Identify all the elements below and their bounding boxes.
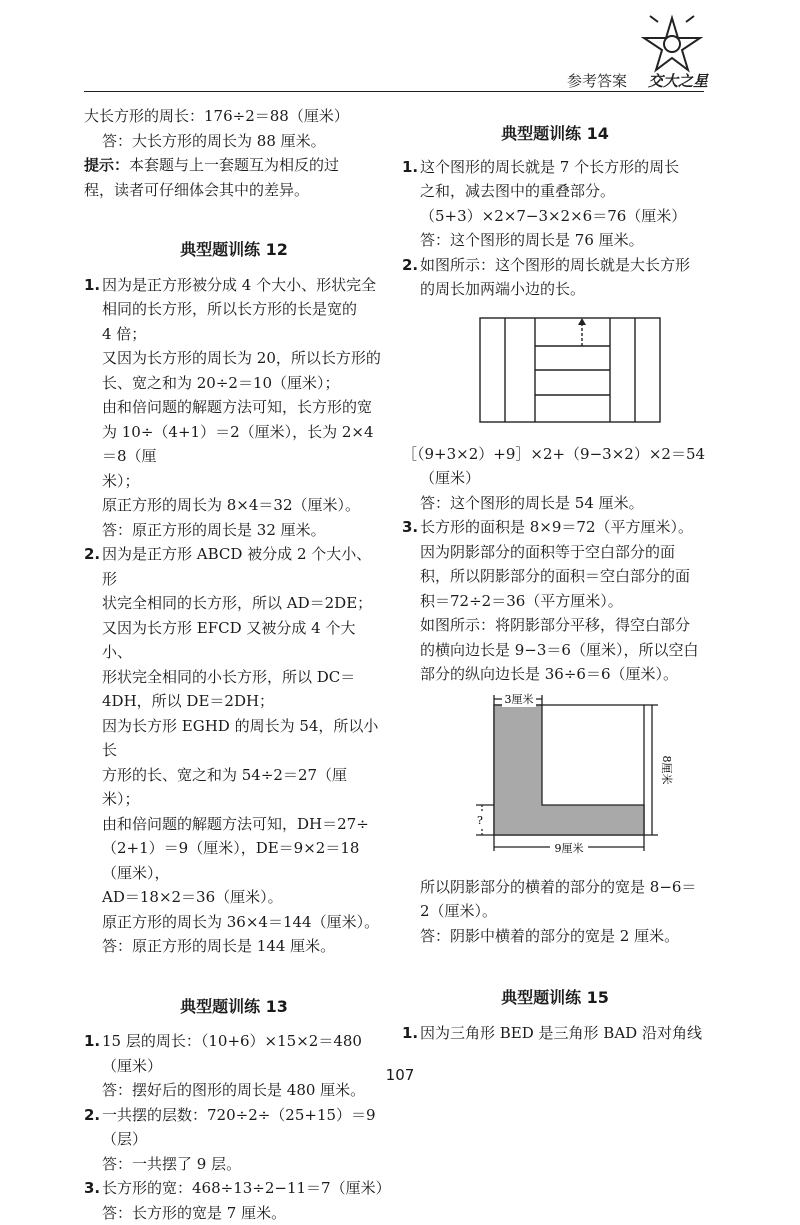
s15-item-1 (402, 1021, 708, 1046)
intro-answer: 答：大长方形的周长为 88 厘米。 (84, 129, 384, 154)
text-line: 原正方形的周长为 36×4＝144（厘米）。 (102, 910, 384, 935)
item-number: 2. (84, 1103, 100, 1128)
text-line: 因为是正方形被分成 4 个大小、形状完全 (102, 273, 384, 298)
text-line: 因为是正方形 ABCD 被分成 2 个大小、形 (102, 542, 384, 591)
text-line: 长方形的面积是 8×9＝72（平方厘米）。 (420, 515, 708, 540)
item-number: 3. (402, 515, 418, 540)
left-column (84, 104, 384, 1225)
text-line: 因为阴影部分的面积等于空白部分的面 (420, 540, 708, 565)
text-line: 15 层的周长：（10+6）×15×2＝480（厘米） (102, 1029, 384, 1078)
text-line: 如图所示：将阴影部分平移，得空白部分 (420, 613, 708, 638)
text-line: 长、宽之和为 20÷2＝10（厘米）； (102, 371, 384, 396)
page-number: 107 (0, 1066, 800, 1084)
right-column (402, 122, 708, 1045)
text-line: 部分的纵向边长是 36÷6＝6（厘米）。 (420, 662, 708, 687)
text-line: 相同的长方形，所以长方形的长是宽的 (102, 297, 384, 322)
text-line: 又因为长方形 EFCD 又被分成 4 个大小、 (102, 616, 384, 665)
text-line: 答：原正方形的周长是 32 厘米。 (102, 518, 384, 543)
text-line: 原正方形的周长为 8×4＝32（厘米）。 (102, 493, 384, 518)
text-line: 为 10÷（4+1）＝2（厘米），长为 2×4＝8（厘 (102, 420, 384, 469)
s14-item-1 (402, 155, 708, 253)
text-line: （厘米） (402, 466, 708, 491)
text-line: 因为三角形 BED 是三角形 BAD 沿对角线 (420, 1021, 708, 1046)
text-line: 因为长方形 EGHD 的周长为 54，所以小长 (102, 714, 384, 763)
text-line: 方形的长、宽之和为 54÷2＝27（厘米）； (102, 763, 384, 812)
text-line: AD＝18×2＝36（厘米）。 (102, 885, 384, 910)
text-line: 答：这个图形的周长是 76 厘米。 (420, 228, 708, 253)
text-line: 由和倍问题的解题方法可知，长方形的宽 (102, 395, 384, 420)
text-line: 又因为长方形的周长为 20，所以长方形的 (102, 346, 384, 371)
text-line: 积＝72÷2＝36（平方厘米）。 (420, 589, 708, 614)
item-number: 1. (402, 155, 418, 180)
item-number: 1. (84, 1029, 100, 1054)
text-line: 之和，减去图中的重叠部分。 (420, 179, 708, 204)
text-line: 答：这个图形的周长是 54 厘米。 (402, 491, 708, 516)
tip-text: 本套题与上一套题互为相反的过 (129, 156, 339, 174)
section-title-12: 典型题训练 12 (84, 238, 384, 263)
item-number: 2. (84, 542, 100, 567)
text-line: 形状完全相同的小长方形，所以 DC＝ (102, 665, 384, 690)
item-number: 2. (402, 253, 418, 278)
tip-text-2: 程，读者可仔细体会其中的差异。 (84, 178, 384, 203)
shaded-l-figure (458, 691, 688, 861)
text-line: 如图所示：这个图形的周长就是大长方形 (420, 253, 708, 278)
top-label: 3厘米 (505, 692, 534, 706)
text-line: 4DH，所以 DE＝2DH； (102, 689, 384, 714)
arrowhead-icon (578, 318, 586, 325)
text-line: 答：阴影中横着的部分的宽是 2 厘米。 (402, 924, 708, 949)
star-logo-icon (640, 14, 704, 74)
s14-item-2 (402, 253, 708, 516)
text-line: 2（厘米）。 (402, 899, 708, 924)
tip-line (84, 153, 384, 178)
text-line: 一共摆的层数：720÷2÷（25+15）＝9（层） (102, 1103, 384, 1152)
s12-item-2 (84, 542, 384, 959)
section-title-13: 典型题训练 13 (84, 995, 384, 1020)
text-line: 由和倍问题的解题方法可知，DH＝27÷ (102, 812, 384, 837)
s12-item-1 (84, 273, 384, 543)
item-number: 1. (402, 1021, 418, 1046)
section-title-15: 典型题训练 15 (402, 986, 708, 1011)
text-line: （5+3）×2×7−3×2×6＝76（厘米） (420, 204, 708, 229)
s13-item-3 (84, 1176, 384, 1225)
text-line: 米）； (102, 469, 384, 494)
item-number: 3. (84, 1176, 100, 1201)
s14-item-3 (402, 515, 708, 948)
item-number: 1. (84, 273, 100, 298)
text-line: 答：原正方形的周长是 144 厘米。 (102, 934, 384, 959)
text-line: 答：一共摆了 9 层。 (102, 1152, 384, 1177)
text-line: 状完全相同的长方形，所以 AD＝2DE； (102, 591, 384, 616)
intro-line: 大长方形的周长：176÷2＝88（厘米） (84, 104, 384, 129)
text-line: ［（9+3×2）+9］×2+（9−3×2）×2＝54 (402, 442, 708, 467)
bottom-label: 9厘米 (555, 841, 584, 855)
header-rule (84, 91, 704, 92)
text-line: 答：长方形的宽是 7 厘米。 (102, 1201, 384, 1225)
shaded-l-region (494, 705, 644, 835)
s13-item-2 (84, 1103, 384, 1177)
right-label: 8厘米 (660, 755, 674, 784)
header-brand: 交大之星 (648, 70, 708, 91)
section-title-14: 典型题训练 14 (402, 122, 708, 147)
text-line: 所以阴影部分的横着的部分的宽是 8−6＝ (402, 875, 708, 900)
rectangles-figure (450, 308, 710, 436)
text-line: 的横向边长是 9−3＝6（厘米），所以空白 (420, 638, 708, 663)
intro-block (84, 104, 384, 202)
text-line: （2+1）＝9（厘米），DE＝9×2＝18（厘米）， (102, 836, 384, 885)
header-label: 参考答案 (567, 70, 627, 91)
tip-label: 提示： (84, 156, 129, 174)
text-line: 积，所以阴影部分的面积＝空白部分的面 (420, 564, 708, 589)
text-line: 的周长加两端小边的长。 (420, 277, 708, 302)
text-line: 长方形的宽：468÷13÷2−11＝7（厘米） (102, 1176, 384, 1201)
left-label: ? (477, 814, 483, 827)
text-line: 4 倍； (102, 322, 384, 347)
text-line: 答：摆好后的图形的周长是 480 厘米。 (102, 1078, 384, 1103)
text-line: 这个图形的周长就是 7 个长方形的周长 (420, 155, 708, 180)
